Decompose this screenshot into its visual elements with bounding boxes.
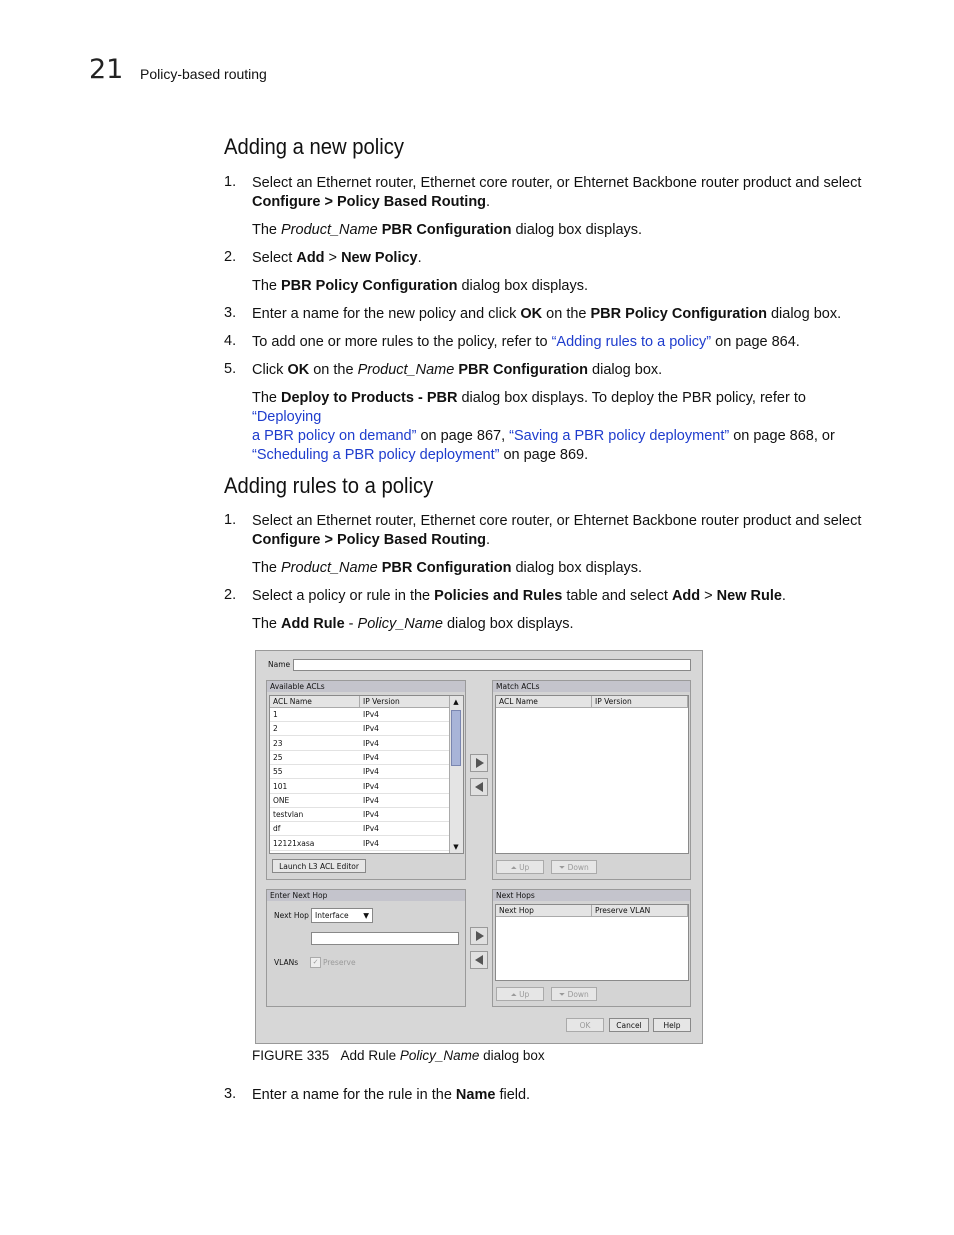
- step-text: Select an Ethernet router, Ethernet core router, or Ehternet Backbone router product and select Configure > Policy Based Routing.: [252, 175, 862, 210]
- next-hops-panel: [492, 889, 691, 1007]
- table-row[interactable]: [270, 765, 450, 779]
- acl-name-cell: 2: [273, 724, 278, 734]
- panel-title: Available ACLs: [267, 681, 465, 692]
- table-row[interactable]: [270, 751, 450, 765]
- ip-version-cell: IPv4: [363, 824, 379, 834]
- link-deploying[interactable]: “Deploying: [252, 409, 322, 425]
- column-header[interactable]: Next Hop: [496, 905, 592, 917]
- table-row[interactable]: [270, 794, 450, 808]
- acl-name-cell: 25: [273, 752, 283, 762]
- step-text: Select Add > New Policy.: [252, 250, 422, 266]
- link-deploying-cont[interactable]: a PBR policy on demand”: [252, 428, 417, 444]
- cancel-button[interactable]: Cancel: [609, 1018, 649, 1032]
- ip-version-cell: IPv4: [363, 752, 379, 762]
- ip-version-cell: IPv4: [363, 724, 379, 734]
- acl-name-cell: testvlan: [273, 810, 304, 820]
- step-text: Enter a name for the rule in the Name field.: [252, 1087, 531, 1103]
- acl-name-cell: ONE: [273, 795, 290, 805]
- column-header[interactable]: IP Version: [360, 696, 450, 708]
- ip-version-cell: IPv4: [363, 767, 379, 777]
- help-button[interactable]: Help: [653, 1018, 691, 1032]
- scroll-up-icon[interactable]: ▲: [453, 698, 459, 706]
- table-row[interactable]: [270, 708, 450, 722]
- table-row[interactable]: [270, 837, 450, 851]
- step-number: 1.: [224, 512, 237, 528]
- ip-version-cell: IPv4: [363, 838, 379, 848]
- next-hop-up-button[interactable]: ⏶ Up: [496, 987, 544, 1001]
- available-acls-table: [269, 695, 464, 854]
- acl-name-cell: 1: [273, 710, 278, 719]
- step-number: 2.: [224, 587, 237, 603]
- step-note: The Product_Name PBR Configuration dialog box displays.: [252, 560, 643, 576]
- ip-version-cell: IPv4: [363, 710, 379, 719]
- add-acl-arrow-icon[interactable]: [470, 754, 488, 772]
- vlans-label: VLANs: [274, 958, 299, 967]
- column-header[interactable]: ACL Name: [496, 696, 592, 708]
- step-number: 4.: [224, 333, 237, 349]
- next-hop-input[interactable]: [311, 932, 459, 945]
- preserve-label: Preserve: [323, 958, 356, 967]
- acl-name-cell: 101: [273, 781, 288, 791]
- step-number: 1.: [224, 174, 237, 190]
- next-hop-select[interactable]: Interface ▼: [311, 908, 373, 923]
- step-text: Enter a name for the new policy and click OK on the PBR Policy Configuration dialog box.: [252, 306, 842, 322]
- match-acls-panel: [492, 680, 691, 880]
- column-header[interactable]: Preserve VLAN: [592, 905, 688, 917]
- name-input[interactable]: [293, 659, 691, 671]
- add-rule-dialog: [255, 650, 703, 1044]
- scroll-thumb[interactable]: [451, 710, 461, 766]
- name-label: Name: [268, 660, 291, 669]
- match-up-button[interactable]: ⏶ Up: [496, 860, 544, 874]
- step-number: 2.: [224, 249, 237, 265]
- enter-next-hop-panel: [266, 889, 466, 1007]
- table-row[interactable]: [270, 780, 450, 794]
- preserve-checkbox[interactable]: ✓: [310, 957, 321, 968]
- step-note: The Deploy to Products - PBR dialog box displays. To deploy the PBR policy, refer to “Deploying a PBR policy on demand” on page 867, “Saving a PBR policy deployment” on page 868, or “Scheduling a PBR policy deployment” on page 869.: [252, 390, 835, 463]
- step-note: The PBR Policy Configuration dialog box displays.: [252, 278, 589, 294]
- link-scheduling[interactable]: “Scheduling a PBR policy deployment”: [252, 447, 500, 463]
- panel-title: Match ACLs: [493, 681, 690, 692]
- chapter-title: Policy-based routing: [140, 66, 267, 82]
- step-text: Select an Ethernet router, Ethernet core router, or Ehternet Backbone router product and select Configure > Policy Based Routing.: [252, 513, 862, 548]
- acl-name-cell: 23: [273, 738, 283, 748]
- ip-version-cell: IPv4: [363, 795, 379, 805]
- next-hop-label: Next Hop: [274, 911, 309, 920]
- add-next-hop-arrow-icon[interactable]: [470, 927, 488, 945]
- table-row[interactable]: [270, 822, 450, 836]
- step-text: Click OK on the Product_Name PBR Configuration dialog box.: [252, 362, 663, 378]
- acl-name-cell: 12121xasa: [273, 838, 315, 848]
- table-row[interactable]: [270, 737, 450, 751]
- next-hop-down-button[interactable]: ⏷ Down: [551, 987, 597, 1001]
- column-header[interactable]: ACL Name: [270, 696, 360, 708]
- step-number: 3.: [224, 305, 237, 321]
- match-acls-table: [495, 695, 689, 854]
- acl-name-cell: df: [273, 824, 281, 834]
- panel-title: Next Hops: [493, 890, 690, 901]
- remove-acl-arrow-icon[interactable]: [470, 778, 488, 796]
- section-title-adding-policy: Adding a new policy: [224, 134, 405, 159]
- remove-next-hop-arrow-icon[interactable]: [470, 951, 488, 969]
- ip-version-cell: IPv4: [363, 738, 379, 748]
- link-adding-rules[interactable]: “Adding rules to a policy”: [551, 334, 712, 350]
- launch-l3-acl-editor-button[interactable]: Launch L3 ACL Editor: [272, 859, 366, 873]
- next-hops-table: [495, 904, 689, 981]
- section-title-adding-rules: Adding rules to a policy: [224, 473, 434, 498]
- table-row[interactable]: [270, 808, 450, 822]
- scrollbar[interactable]: [449, 696, 463, 853]
- ip-version-cell: IPv4: [363, 810, 379, 820]
- chapter-number: 21: [89, 54, 124, 85]
- step-number: 5.: [224, 361, 237, 377]
- link-saving[interactable]: “Saving a PBR policy deployment”: [509, 428, 730, 444]
- figure-caption: FIGURE 335 Add Rule Policy_Name dialog box: [252, 1048, 545, 1063]
- panel-title: Enter Next Hop: [267, 890, 465, 901]
- step-note: The Add Rule - Policy_Name dialog box displays.: [252, 616, 574, 632]
- ok-button[interactable]: OK: [566, 1018, 604, 1032]
- scroll-down-icon[interactable]: ▼: [453, 843, 459, 851]
- step-text: Select a policy or rule in the Policies and Rules table and select Add > New Rule.: [252, 588, 786, 604]
- step-text: To add one or more rules to the policy, refer to “Adding rules to a policy” on page 864.: [252, 334, 800, 350]
- step-note: The Product_Name PBR Configuration dialog box displays.: [252, 222, 643, 238]
- step-number: 3.: [224, 1086, 237, 1102]
- match-down-button[interactable]: ⏷ Down: [551, 860, 597, 874]
- column-header[interactable]: IP Version: [592, 696, 688, 708]
- chevron-down-icon: ▼: [363, 911, 369, 920]
- ip-version-cell: IPv4: [363, 781, 379, 791]
- available-acls-panel: [266, 680, 466, 880]
- acl-name-cell: 55: [273, 767, 283, 777]
- table-row[interactable]: [270, 722, 450, 736]
